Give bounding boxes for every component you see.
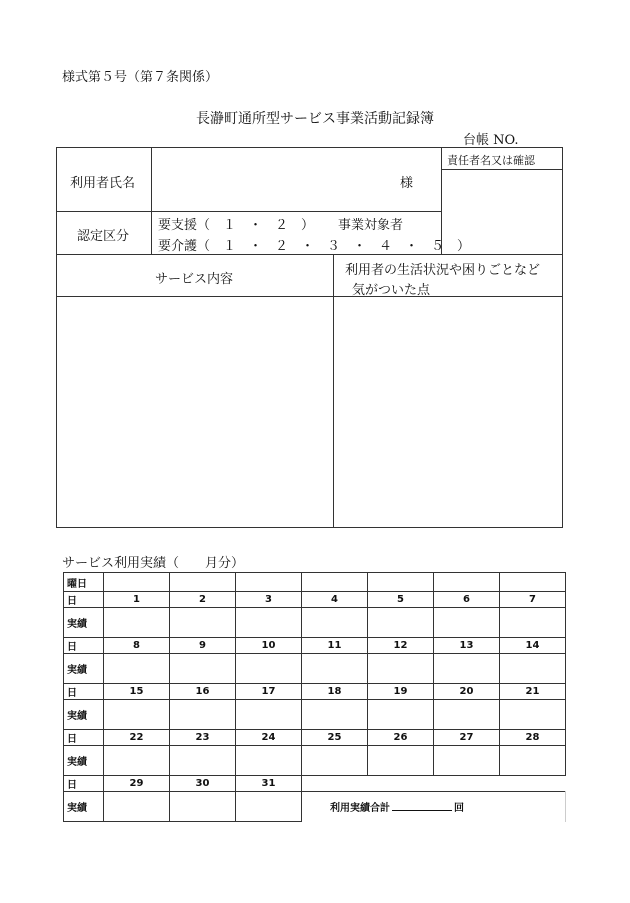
record-label: 実績 xyxy=(64,654,104,684)
activity-record-box xyxy=(56,147,563,528)
record-cell[interactable] xyxy=(500,608,566,638)
date-cell: 12 xyxy=(368,638,434,654)
grid-line xyxy=(441,169,563,170)
notes-label-line1: 利用者の生活状況や困りごとなど xyxy=(345,263,541,278)
date-label: 日 xyxy=(64,638,104,654)
date-row xyxy=(64,684,566,700)
date-cell: 11 xyxy=(302,638,368,654)
date-cell: 14 xyxy=(500,638,566,654)
record-cell[interactable] xyxy=(104,746,170,776)
record-cell[interactable] xyxy=(434,746,500,776)
grid-line xyxy=(57,254,563,255)
date-label: 日 xyxy=(64,776,104,792)
notes-label-line2: 気がついた点 xyxy=(352,283,431,298)
date-cell: 29 xyxy=(104,776,170,792)
date-row xyxy=(64,592,566,608)
record-cell[interactable] xyxy=(236,792,302,822)
responsible-person-label: 責任者名又は確認 xyxy=(447,154,535,167)
care-level-options: 要介護（ １ ・ ２ ・ ３ ・ ４ ・ ５ ） xyxy=(158,239,471,254)
weekday-cell[interactable] xyxy=(368,573,434,592)
usage-total-unit: 回 xyxy=(454,803,464,815)
usage-calendar xyxy=(63,572,566,822)
date-cell: 22 xyxy=(104,730,170,746)
date-cell: 5 xyxy=(368,592,434,608)
record-row xyxy=(64,608,566,638)
record-cell[interactable] xyxy=(434,608,500,638)
date-cell: 25 xyxy=(302,730,368,746)
date-cell: 10 xyxy=(236,638,302,654)
weekday-cell[interactable] xyxy=(236,573,302,592)
record-cell[interactable] xyxy=(236,700,302,730)
date-label: 日 xyxy=(64,730,104,746)
record-cell[interactable] xyxy=(302,654,368,684)
record-cell[interactable] xyxy=(368,654,434,684)
record-cell[interactable] xyxy=(236,746,302,776)
date-row xyxy=(64,638,566,654)
record-cell[interactable] xyxy=(500,700,566,730)
date-cell: 31 xyxy=(236,776,302,792)
usage-total-field xyxy=(302,792,566,822)
date-cell: 9 xyxy=(170,638,236,654)
grid-line xyxy=(57,211,441,212)
record-label: 実績 xyxy=(64,792,104,822)
record-cell[interactable] xyxy=(368,608,434,638)
date-cell: 27 xyxy=(434,730,500,746)
date-cell: 13 xyxy=(434,638,500,654)
date-cell: 16 xyxy=(170,684,236,700)
usage-total-blank[interactable] xyxy=(392,801,452,811)
record-cell[interactable] xyxy=(302,700,368,730)
date-cell: 6 xyxy=(434,592,500,608)
date-cell: 2 xyxy=(170,592,236,608)
record-cell[interactable] xyxy=(434,654,500,684)
user-name-label: 利用者氏名 xyxy=(70,176,136,191)
record-cell[interactable] xyxy=(236,608,302,638)
record-cell[interactable] xyxy=(500,746,566,776)
grid-line xyxy=(57,296,563,297)
record-cell[interactable] xyxy=(368,700,434,730)
date-row-filler xyxy=(302,776,566,792)
honorific-label: 様 xyxy=(400,176,414,191)
usage-total-label: 利用実績合計 xyxy=(330,803,390,815)
record-cell[interactable] xyxy=(104,654,170,684)
weekday-cell[interactable] xyxy=(500,573,566,592)
record-cell[interactable] xyxy=(302,746,368,776)
weekday-cell[interactable] xyxy=(104,573,170,592)
date-label: 日 xyxy=(64,592,104,608)
form-number-label: 様式第５号（第７条関係） xyxy=(62,70,219,85)
record-cell[interactable] xyxy=(104,608,170,638)
weekday-label: 曜日 xyxy=(64,573,104,592)
care-category-label: 認定区分 xyxy=(77,229,130,244)
record-cell[interactable] xyxy=(500,654,566,684)
date-cell: 8 xyxy=(104,638,170,654)
grid-line xyxy=(151,148,152,254)
record-row xyxy=(64,746,566,776)
date-cell: 21 xyxy=(500,684,566,700)
date-label: 日 xyxy=(64,684,104,700)
record-cell[interactable] xyxy=(104,792,170,822)
ledger-number-label: 台帳 NO. xyxy=(463,133,519,148)
weekday-row xyxy=(64,573,566,592)
support-level-options: 要支援（ １ ・ ２ ） xyxy=(158,218,315,233)
record-cell[interactable] xyxy=(236,654,302,684)
date-row xyxy=(64,730,566,746)
record-cell[interactable] xyxy=(170,746,236,776)
date-cell: 1 xyxy=(104,592,170,608)
record-label: 実績 xyxy=(64,700,104,730)
date-cell: 18 xyxy=(302,684,368,700)
date-cell: 30 xyxy=(170,776,236,792)
weekday-cell[interactable] xyxy=(302,573,368,592)
date-cell: 20 xyxy=(434,684,500,700)
date-cell: 3 xyxy=(236,592,302,608)
weekday-cell[interactable] xyxy=(434,573,500,592)
date-cell: 19 xyxy=(368,684,434,700)
record-row xyxy=(64,700,566,730)
record-cell[interactable] xyxy=(302,608,368,638)
date-cell: 7 xyxy=(500,592,566,608)
date-cell: 15 xyxy=(104,684,170,700)
usage-record-title: サービス利用実績（ 月分） xyxy=(62,556,245,571)
record-cell[interactable] xyxy=(170,654,236,684)
date-cell: 28 xyxy=(500,730,566,746)
record-row xyxy=(64,654,566,684)
record-cell[interactable] xyxy=(434,700,500,730)
record-cell[interactable] xyxy=(104,700,170,730)
record-cell[interactable] xyxy=(170,792,236,822)
date-cell: 24 xyxy=(236,730,302,746)
record-cell[interactable] xyxy=(170,608,236,638)
date-cell: 26 xyxy=(368,730,434,746)
date-row xyxy=(64,776,566,792)
record-label: 実績 xyxy=(64,608,104,638)
service-content-label: サービス内容 xyxy=(155,272,234,287)
document-title: 長瀞町通所型サービス事業活動記録簿 xyxy=(196,111,434,127)
date-cell: 17 xyxy=(236,684,302,700)
date-cell: 4 xyxy=(302,592,368,608)
record-cell[interactable] xyxy=(368,746,434,776)
target-person-label: 事業対象者 xyxy=(338,218,404,233)
record-label: 実績 xyxy=(64,746,104,776)
record-row xyxy=(64,792,566,822)
date-cell: 23 xyxy=(170,730,236,746)
record-cell[interactable] xyxy=(170,700,236,730)
weekday-cell[interactable] xyxy=(170,573,236,592)
